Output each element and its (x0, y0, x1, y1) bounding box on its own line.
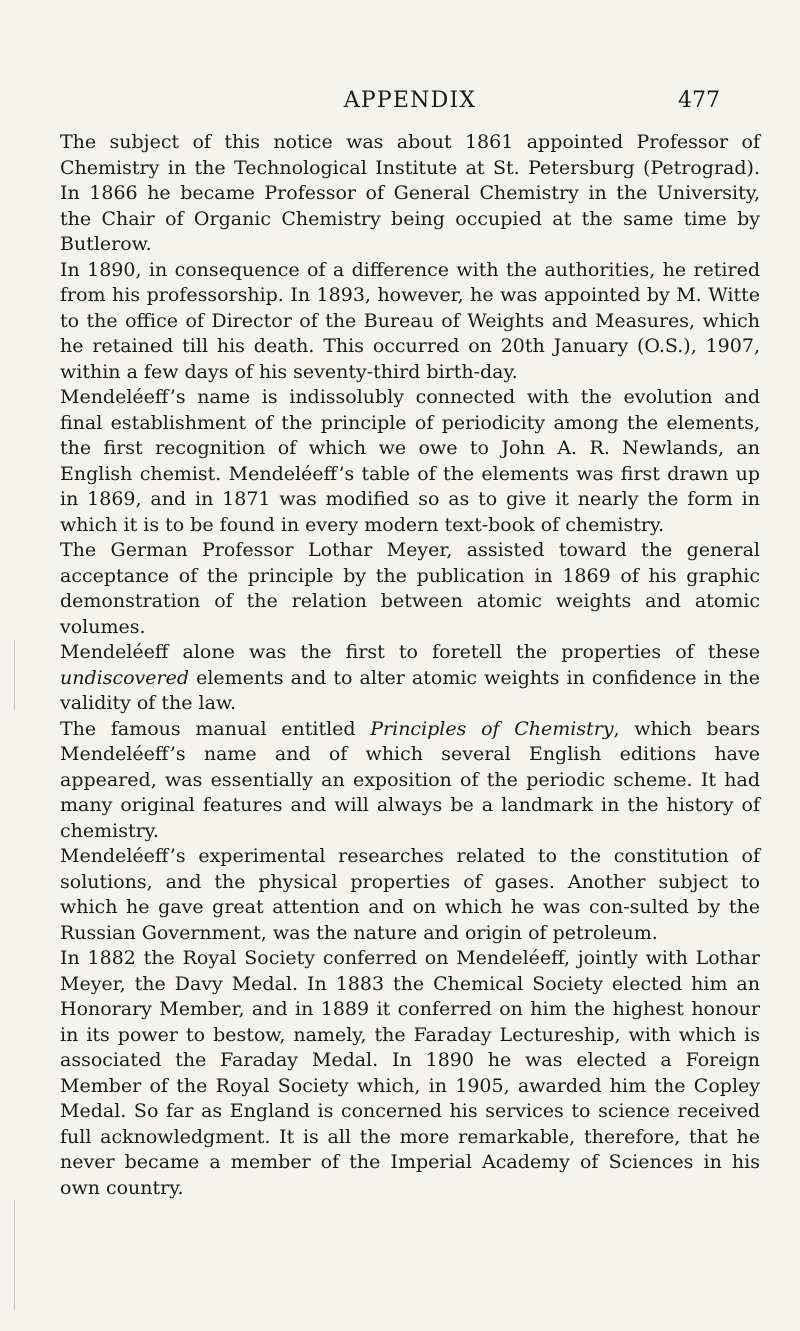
paragraph-text: Mendeléeff’s name is indissolubly connected with the evolution and final establishment of the principle of periodicity among the elements, the first recognition of which we owe to John A. R. Newlands, an English chemist. Mendeléeff’s table of the elements was first drawn up in 1869, and in 1871 was modified so as to give it nearly the form in which it is to be found in every modern text-book of chemistry. (60, 386, 760, 536)
paragraph-text: Mendeléeff alone was the first to foretell the properties of these (60, 641, 760, 663)
running-head (60, 86, 760, 116)
paragraph-text: In 1890, in consequence of a difference with the authorities, he retired from his professorship. In 1893, however, he was appointed by M. Witte to the office of Director of the Bureau of Weights and Measures, which he retained till his death. This occurred on 20th January (O.S.), 1907, within a few days of his seventy-third birth-day. (60, 258, 760, 383)
italic-text: undiscovered (60, 666, 190, 689)
paragraph-text: The German Professor Lothar Meyer, assisted toward the general acceptance of the principle by the publication in 1869 of his graphic demonstration of the relation between atomic weights and atomic volumes. (60, 539, 760, 638)
margin-mark (14, 1200, 15, 1310)
paragraph (60, 130, 760, 258)
paragraph (60, 844, 760, 946)
body-text (60, 130, 760, 1201)
paragraph-text: In 1882 the Royal Society conferred on Mendeléeff, jointly with Lothar Meyer, the Davy Medal. In 1883 the Chemical Society elected him an Honorary Member, and in 1889 it conferred on him the highest honour in its power to bestow, namely, the Faraday Lectureship, with which is associated the Faraday Medal. In 1890 he was elected a Foreign Member of the Royal Society which, in 1905, awarded him the Copley Medal. So far as England is concerned his services to science received full acknowledgment. It is all the more remarkable, therefore, that he never became a member of the Imperial Academy of Sciences in his own country. (60, 947, 760, 1199)
paragraph (60, 538, 760, 640)
paragraph-text: Mendeléeff’s experimental researches related to the constitution of solutions, and the physical properties of gases. Another subject to which he gave great attention and on which he was con-sulted by the Russian Government, was the nature and origin of petroleum. (60, 845, 760, 944)
running-title: APPENDIX (343, 88, 477, 113)
paragraph-text: , which bears Mendeléeff’s name and of which several English editions have appeared, was essentially an exposition of the periodic scheme. It had many original features and will always be a landmark in the history of chemistry. (60, 717, 760, 842)
paragraph-text: elements and to alter atomic weights in confidence in the validity of the law. (60, 666, 760, 714)
paragraph-text: The famous manual entitled (60, 717, 371, 740)
italic-text: Principles of Chemistry (370, 717, 614, 740)
paragraph-text: The subject of this notice was about 1861 appointed Professor of Chemistry in the Technological Institute at St. Petersburg (Petrograd). In 1866 he became Professor of General Chemistry in the University, the Chair of Organic Chemistry being occupied at the same time by Butlerow. (60, 131, 760, 255)
paragraph (60, 717, 760, 845)
paragraph (60, 640, 760, 717)
page-number: 477 (678, 88, 720, 113)
margin-mark (14, 640, 15, 710)
paragraph (60, 385, 760, 538)
paragraph (60, 258, 760, 386)
paragraph (60, 946, 760, 1201)
